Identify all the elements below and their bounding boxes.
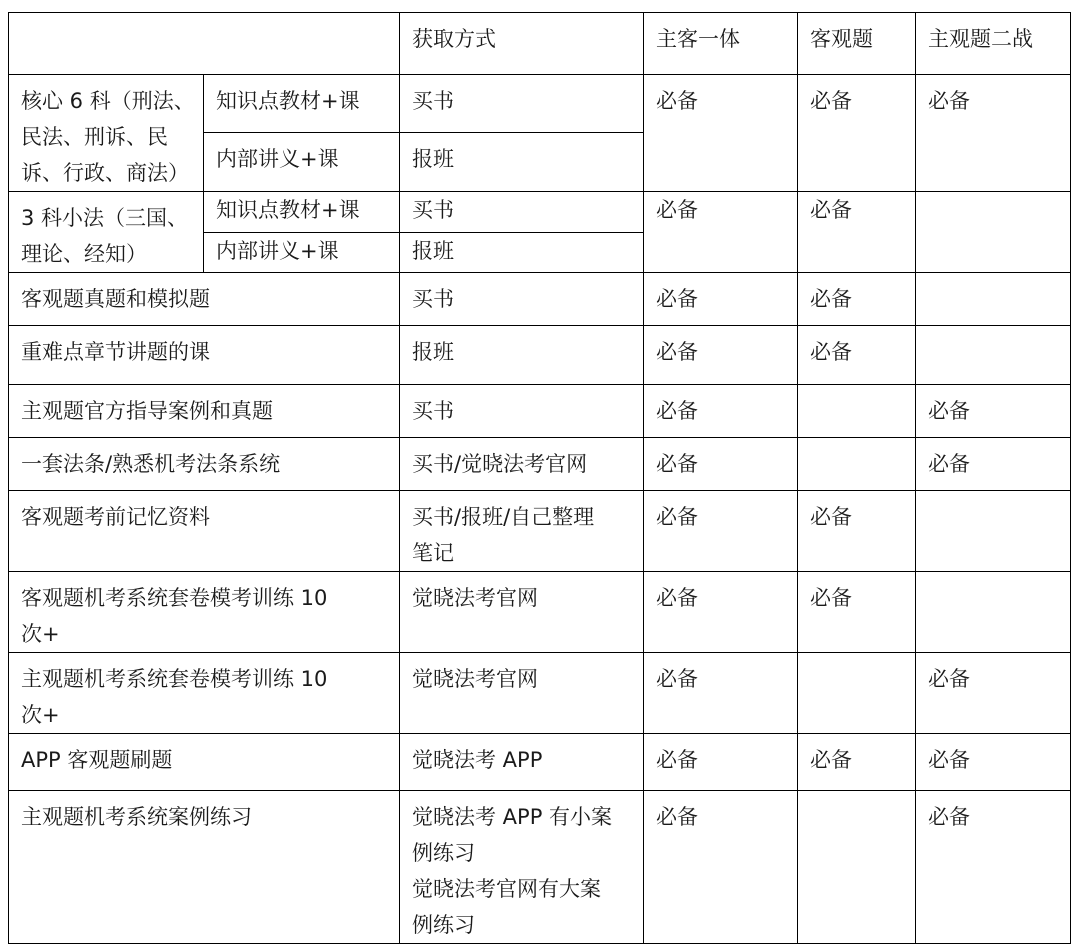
objective-cell	[798, 438, 916, 491]
header-combined: 主客一体	[644, 13, 798, 75]
method-cell	[400, 791, 644, 944]
header-subjective-retake: 主观题二战	[916, 13, 1071, 75]
table-row	[9, 75, 1071, 133]
group-label-minor3	[9, 192, 204, 273]
method-line: 买书/觉晓法考官网	[412, 452, 588, 476]
subjective-cell: 必备	[916, 75, 1071, 192]
objective-cell: 必备	[798, 491, 916, 572]
item-line: 重难点章节讲题的课	[21, 340, 210, 364]
method-line: 例练习	[412, 913, 475, 937]
method-cell	[400, 653, 644, 734]
item-cell	[9, 491, 400, 572]
objective-cell	[798, 791, 916, 944]
combined-cell: 必备	[644, 438, 798, 491]
table-row	[9, 438, 1071, 491]
header-objective: 客观题	[798, 13, 916, 75]
sub-item: 知识点教材+课	[204, 192, 400, 233]
table-row	[9, 491, 1071, 572]
method-cell	[400, 572, 644, 653]
method-cell	[400, 273, 644, 326]
header-blank-cell	[9, 13, 400, 75]
subjective-cell: 必备	[916, 734, 1071, 791]
sub-item: 知识点教材+课	[204, 75, 400, 133]
objective-cell: 必备	[798, 572, 916, 653]
subjective-cell	[916, 491, 1071, 572]
item-line: 次+	[21, 703, 60, 727]
item-line: 客观题考前记忆资料	[21, 505, 210, 529]
method-line: 买书	[412, 399, 454, 423]
subjective-cell: 必备	[916, 385, 1071, 438]
table-row	[9, 192, 1071, 233]
subjective-cell: 必备	[916, 653, 1071, 734]
sub-item: 内部讲义+课	[204, 132, 400, 191]
item-cell	[9, 734, 400, 791]
method-line: 买书	[412, 287, 454, 311]
method-cell	[400, 326, 644, 385]
table-row	[9, 653, 1071, 734]
method-cell: 买书	[400, 75, 644, 133]
objective-cell: 必备	[798, 326, 916, 385]
item-line: APP 客观题刷题	[21, 748, 173, 772]
group-label-line: 核心 6 科（刑法、	[21, 89, 195, 113]
objective-cell	[798, 653, 916, 734]
combined-cell: 必备	[644, 385, 798, 438]
subjective-cell: 必备	[916, 438, 1071, 491]
item-line: 次+	[21, 622, 60, 646]
method-line: 觉晓法考官网有大案	[412, 877, 601, 901]
item-line: 一套法条/熟悉机考法条系统	[21, 452, 281, 476]
objective-cell: 必备	[798, 273, 916, 326]
sub-item: 内部讲义+课	[204, 232, 400, 273]
method-line: 报班	[412, 340, 454, 364]
method-cell	[400, 491, 644, 572]
method-cell	[400, 734, 644, 791]
item-cell	[9, 572, 400, 653]
item-cell	[9, 385, 400, 438]
header-row	[9, 13, 1071, 75]
method-cell	[400, 438, 644, 491]
method-line: 觉晓法考官网	[412, 667, 538, 691]
header-method: 获取方式	[400, 13, 644, 75]
item-line: 主观题机考系统套卷模考训练 10	[21, 667, 328, 691]
combined-cell: 必备	[644, 491, 798, 572]
method-cell: 报班	[400, 132, 644, 191]
combined-cell: 必备	[644, 791, 798, 944]
combined-cell: 必备	[644, 326, 798, 385]
table-row	[9, 791, 1071, 944]
group-label-line: 3 科小法（三国、	[21, 206, 189, 230]
group-label-line: 理论、经知）	[21, 242, 147, 266]
objective-cell: 必备	[798, 75, 916, 192]
subjective-cell	[916, 273, 1071, 326]
table-row	[9, 273, 1071, 326]
group-label-line: 民法、刑诉、民	[21, 125, 168, 149]
item-cell	[9, 438, 400, 491]
method-cell: 买书	[400, 192, 644, 233]
table-row	[9, 572, 1071, 653]
combined-cell: 必备	[644, 75, 798, 192]
method-line: 觉晓法考 APP 有小案	[412, 805, 613, 829]
method-line: 觉晓法考 APP	[412, 748, 543, 772]
objective-cell	[798, 385, 916, 438]
method-cell: 报班	[400, 232, 644, 273]
combined-cell: 必备	[644, 273, 798, 326]
combined-cell: 必备	[644, 734, 798, 791]
subjective-cell	[916, 326, 1071, 385]
subjective-cell: 必备	[916, 791, 1071, 944]
method-line: 觉晓法考官网	[412, 586, 538, 610]
combined-cell: 必备	[644, 653, 798, 734]
requirements-table	[8, 12, 1071, 944]
combined-cell: 必备	[644, 192, 798, 273]
table-row	[9, 385, 1071, 438]
objective-cell: 必备	[798, 734, 916, 791]
subjective-cell	[916, 192, 1071, 273]
method-line: 例练习	[412, 841, 475, 865]
group-label-core6	[9, 75, 204, 192]
group-label-line: 诉、行政、商法）	[21, 161, 189, 185]
method-cell	[400, 385, 644, 438]
item-line: 客观题真题和模拟题	[21, 287, 210, 311]
method-line: 买书/报班/自己整理	[412, 505, 595, 529]
item-line: 客观题机考系统套卷模考训练 10	[21, 586, 328, 610]
table-row	[9, 734, 1071, 791]
item-line: 主观题官方指导案例和真题	[21, 399, 273, 423]
method-line: 笔记	[412, 541, 454, 565]
item-cell	[9, 273, 400, 326]
item-cell	[9, 791, 400, 944]
item-line: 主观题机考系统案例练习	[21, 805, 252, 829]
subjective-cell	[916, 572, 1071, 653]
item-cell	[9, 326, 400, 385]
objective-cell: 必备	[798, 192, 916, 273]
table-row	[9, 326, 1071, 385]
item-cell	[9, 653, 400, 734]
combined-cell: 必备	[644, 572, 798, 653]
